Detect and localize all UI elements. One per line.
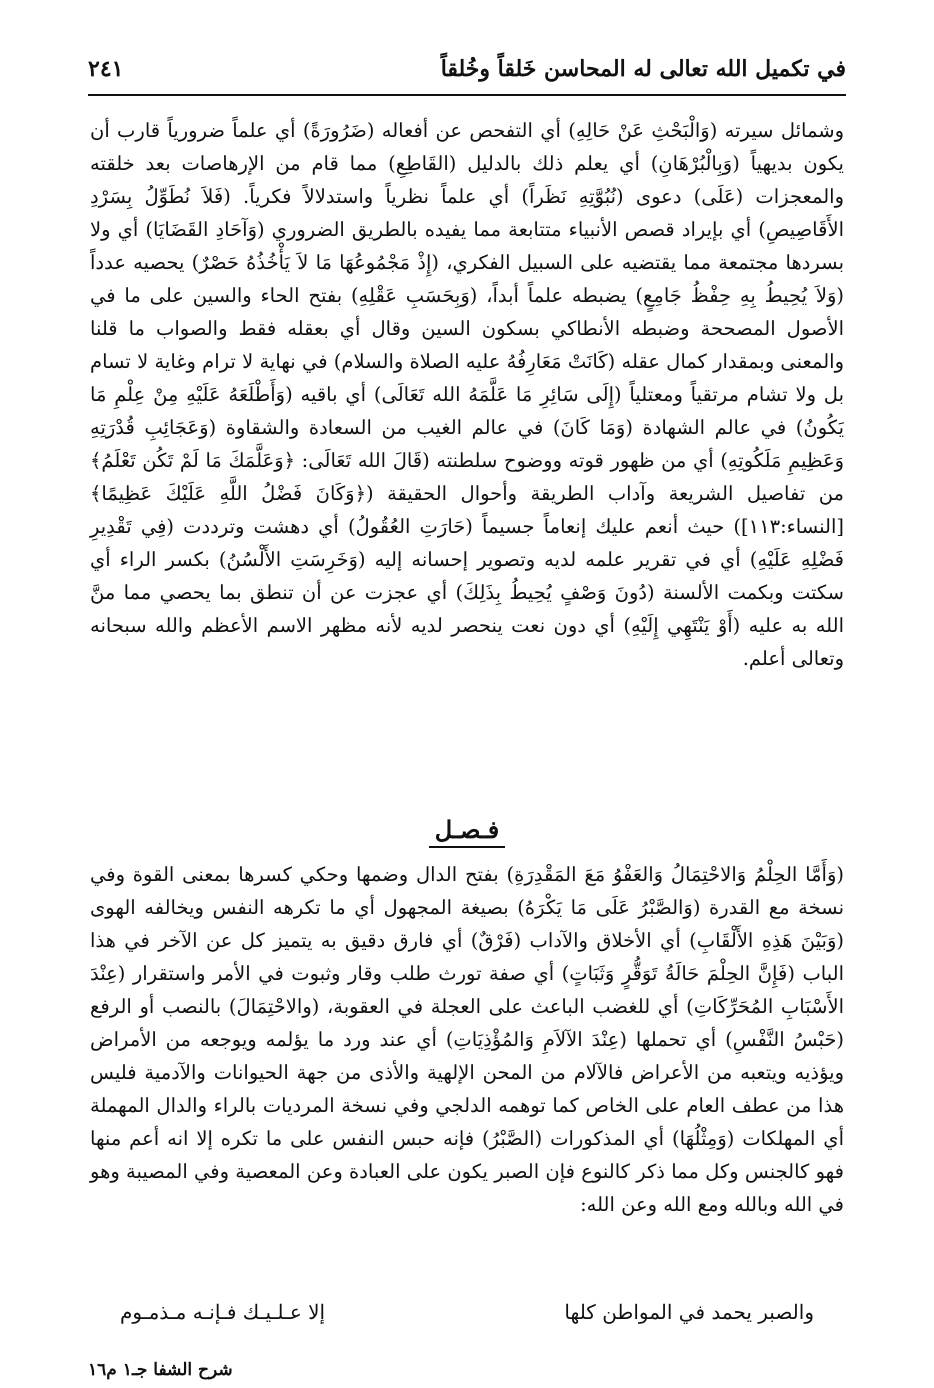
paragraph-text: (وَأَمَّا الحِلْمُ وَالاحْتِمَالُ وَالعَفْوُ مَعَ المَقْدِرَةِ) بفتح الدال وضمها وحكي كسرها بمعنى القوة وفي نسخة مع القدرة (وَالصَّبْرُ عَلَى مَا يَكْرَهُ) بصيغة المجهول أي ما تكرهه النفس ويخالفه الهوى (وَبَيْنَ هَذِهِ الأَلْقَابِ) أي الأخلاق والآداب (فَرْقٌ) أي فارق دقيق به يتميز كل عن الآخر في هذا الباب (فَإِنَّ الحِلْمَ حَالَةُ تَوَقُّرٍ وَثَبَاتٍ) أي صفة تورث طلب وقار وثبوت في الأمر واستقرار (عِنْدَ الأَسْبَابِ المُحَرِّكَاتِ) أي للغضب الباعث على العجلة في العقوبة، (والاحْتِمَالَ) بالنصب أو الرفع (حَبْسُ النَّفْسِ) أي تحملها (عِنْدَ الآلاَمِ وَالمُؤْذِيَاتِ) أي عند ورد ما يؤلمه ويوجعه من الأمراض ويؤذيه ويتعبه من الأعراض فالآلام من المحن الإلهية والأذى من جهة الحيوانات والآدمية فليس هذا من عطف العام على الخاص كما توهمه الدلجي وفي نسخة المرديات بالراء والدال المهملة أي المهلكات (وَمِثْلُهَا) أي المذكورات (الصَّبْرُ) فإنه حبس النفس على ما تكره إلا انه أعم منها فهو كالجنس وكل مما ذكر كالنوع فإن الصبر يكون على العبادة وعن المعصية وفي المصيبة وهو في الله وبالله ومع الله وعن الله:	[90, 863, 844, 1216]
page-footer-signature: شرح الشفا جـ١ م١٦	[88, 1360, 233, 1380]
paragraph-text: وشمائل سيرته (وَالْبَحْثِ عَنْ حَالِهِ) أي التفحص عن أفعاله (ضَرُورَةً) أي علماً ضرورياً قارب أن يكون بديهياً (وَبِالْبُرْهَانِ) أي يعلم ذلك بالدليل (القَاطِعِ) مما قام من الإرهاصات بعد خلقته والمعجزات (عَلَى) دعوى (نُبُوَّتِهِ نَظَراً) أي علماً نظرياً واستدلالاً فكرياً. (فَلاَ نُطَوِّلُ بِسَرْدِ الأَقَاصِيصِ) أي بإيراد قصص الأنبياء متتابعة مما يفيده بالطريق الضروري (وَآحَادِ القَضَايَا) أي ولا بسردها مجتمعة مما يقتضيه على السبيل الفكري، (إِذْ مَجْمُوعُهَا مَا لاَ يَأْخُذُهُ حَصْرٌ) يحصيه عدداً (وَلاَ يُحِيطُ بِهِ حِفْظُ جَامِعٍ) يضبطه علماً أبداً، (وَبِحَسَبِ عَقْلِهِ) بفتح الحاء والسين على ما في الأصول المصححة وضبطه الأنطاكي بسكون السين وقال أي بعقله فقط والصواب ما قلنا والمعنى وبمقدار كمال عقله (كَانَتْ مَعَارِفُهُ عليه الصلاة والسلام) في نهاية لا ترام وغاية لا تسام بل ولا تشام مرتقياً ومعتلياً (إِلَى سَائِرِ مَا عَلَّمَهُ الله تَعَالَى) أي باقيه (وَأَطْلَعَهُ عَلَيْهِ مِنْ عِلْمِ مَا يَكُونُ) في عالم الشهادة (وَمَا كَانَ) في عالم الغيب من السعادة والشقاوة (وَعَجَائِبِ قُدْرَتِهِ وَعَظِيمِ مَلَكُوتِهِ) أي من ظهور قوته ووضوح سلطنته (قَالَ الله تَعَالَى: ﴿وَعَلَّمَكَ مَا لَمْ تَكُن تَعْلَمُ﴾ من تفاصيل الشريعة وآداب الطريقة وأحوال الحقيقة (﴿وَكَانَ فَضْلُ اللَّهِ عَلَيْكَ عَظِيمًا﴾ [النساء:١١٣]) حيث أنعم عليك إنعاماً جسيماً (حَارَتِ العُقُولُ) أي دهشت وترددت (فِي تَقْدِيرِ فَضْلِهِ عَلَيْهِ) أي في تقرير علمه لديه وتصوير إحسانه إليه (وَخَرِسَتِ الأَلْسُنُ) بكسر الراء أي سكتت وبكمت الألسنة (دُونَ وَصْفٍ يُحِيطُ بِذَلِكَ) أي عجزت عن أن تنطق بما يحصي مما منَّ الله به عليه (أَوْ يَنْتَهِي إِلَيْهِ) أي دون نعت ينحصر لديه لأنه مظهر الاسم الأعظم والله سبحانه وتعالى أعلم.	[90, 119, 844, 670]
running-title: في تكميل الله تعالى له المحاسن خَلقاً وخُلقاً	[440, 56, 846, 82]
page-number: ٢٤١	[88, 56, 124, 82]
page-header	[88, 44, 846, 96]
verse-second-hemistich: إلا عـلـيـك فـإنـه مـذمـوم	[120, 1300, 326, 1324]
commentary-paragraph-2	[90, 858, 844, 1221]
poetry-verse	[120, 1300, 814, 1324]
section-heading-label: فـصـل	[429, 815, 506, 848]
section-heading	[0, 815, 934, 844]
verse-first-hemistich: والصبر يحمد في المواطن كلها	[564, 1300, 814, 1324]
commentary-paragraph-1	[90, 114, 844, 675]
